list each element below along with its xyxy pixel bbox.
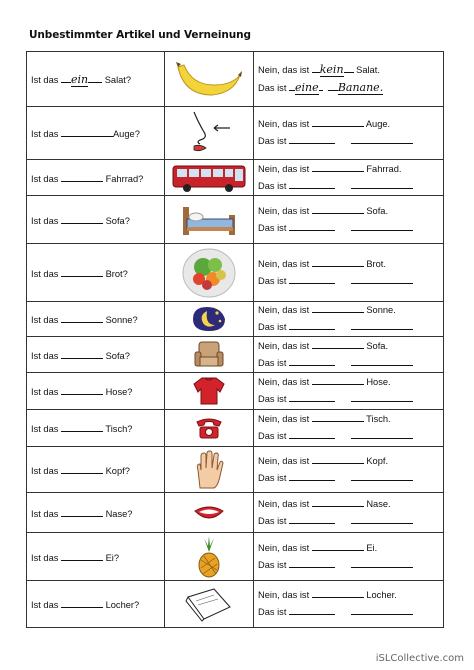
table-row xyxy=(27,373,444,410)
answer-cell: Nein, das ist Tisch. Das ist xyxy=(254,410,444,447)
question-cell: Ist das Kopf? xyxy=(27,447,165,493)
mouth-icon xyxy=(193,503,225,523)
answer-cell: Nein, das ist Sofa. Das ist xyxy=(254,337,444,373)
answer-cell: Nein, das ist Auge. Das ist xyxy=(254,107,444,160)
armchair-icon xyxy=(193,340,225,370)
table-row xyxy=(27,533,444,581)
sweater-icon xyxy=(192,376,226,406)
picture-cell xyxy=(165,533,254,581)
picture-cell xyxy=(165,373,254,410)
table-row xyxy=(27,52,444,107)
footer-watermark: iSLCollective.com xyxy=(375,653,464,664)
moon-icon xyxy=(189,305,229,333)
question-cell: Ist das Tisch? xyxy=(27,410,165,447)
table-row xyxy=(27,244,444,302)
question-cell: Ist das Nase? xyxy=(27,493,165,533)
table-row xyxy=(27,107,444,160)
table-row xyxy=(27,581,444,628)
answer-cell: Nein, das ist Sonne. Das ist xyxy=(254,302,444,337)
picture-cell xyxy=(165,302,254,337)
answer-cell: Nein, das ist Ei. Das ist xyxy=(254,533,444,581)
picture-cell xyxy=(165,410,254,447)
picture-cell xyxy=(165,581,254,628)
question-cell: Ist das Auge? xyxy=(27,107,165,160)
question-cell: Ist das Locher? xyxy=(27,581,165,628)
answer-cell: Nein, das ist Brot. Das ist xyxy=(254,244,444,302)
bed-icon xyxy=(179,201,239,239)
hand-icon xyxy=(192,450,226,490)
table-row xyxy=(27,447,444,493)
telephone-icon xyxy=(194,416,224,440)
nose-icon xyxy=(184,110,234,156)
picture-cell xyxy=(165,196,254,244)
answer-cell: Nein, das ist kein Salat. Das ist eine Banane. xyxy=(254,52,444,107)
table-row xyxy=(27,493,444,533)
picture-cell xyxy=(165,244,254,302)
question-cell: Ist das Sofa? xyxy=(27,196,165,244)
question-cell: Ist das ein Salat? xyxy=(27,52,165,107)
worksheet-title: Unbestimmter Artikel und Verneinung xyxy=(29,29,251,41)
pineapple-icon xyxy=(196,536,222,578)
table-row xyxy=(27,410,444,447)
picture-cell xyxy=(165,107,254,160)
question-cell: Ist das Fahrrad? xyxy=(27,160,165,196)
folder-icon xyxy=(184,585,234,623)
answer-cell: Nein, das ist Nase. Das ist xyxy=(254,493,444,533)
exercise-table xyxy=(26,51,444,628)
picture-cell xyxy=(165,493,254,533)
question-cell: Ist das Sofa? xyxy=(27,337,165,373)
question-cell: Ist das Ei? xyxy=(27,533,165,581)
table-row xyxy=(27,196,444,244)
bus-icon xyxy=(171,163,247,193)
table-row xyxy=(27,337,444,373)
answer-cell: Nein, das ist Sofa. Das ist xyxy=(254,196,444,244)
handwritten-answer: eine xyxy=(295,81,319,94)
salad-icon xyxy=(181,247,237,299)
table-row xyxy=(27,302,444,337)
answer-cell: Nein, das ist Locher. Das ist xyxy=(254,581,444,628)
handwritten-answer: kein xyxy=(319,63,344,76)
question-cell: Ist das Hose? xyxy=(27,373,165,410)
table-row xyxy=(27,160,444,196)
banana-icon xyxy=(174,57,244,101)
answer-cell: Nein, das ist Hose. Das ist xyxy=(254,373,444,410)
picture-cell xyxy=(165,447,254,493)
handwritten-answer: ein xyxy=(70,72,89,86)
answer-cell: Nein, das ist Fahrrad. Das ist xyxy=(254,160,444,196)
handwritten-answer: Banane. xyxy=(337,81,384,94)
picture-cell xyxy=(165,160,254,196)
picture-cell xyxy=(165,52,254,107)
answer-cell: Nein, das ist Kopf. Das ist xyxy=(254,447,444,493)
picture-cell xyxy=(165,337,254,373)
question-cell: Ist das Brot? xyxy=(27,244,165,302)
question-cell: Ist das Sonne? xyxy=(27,302,165,337)
